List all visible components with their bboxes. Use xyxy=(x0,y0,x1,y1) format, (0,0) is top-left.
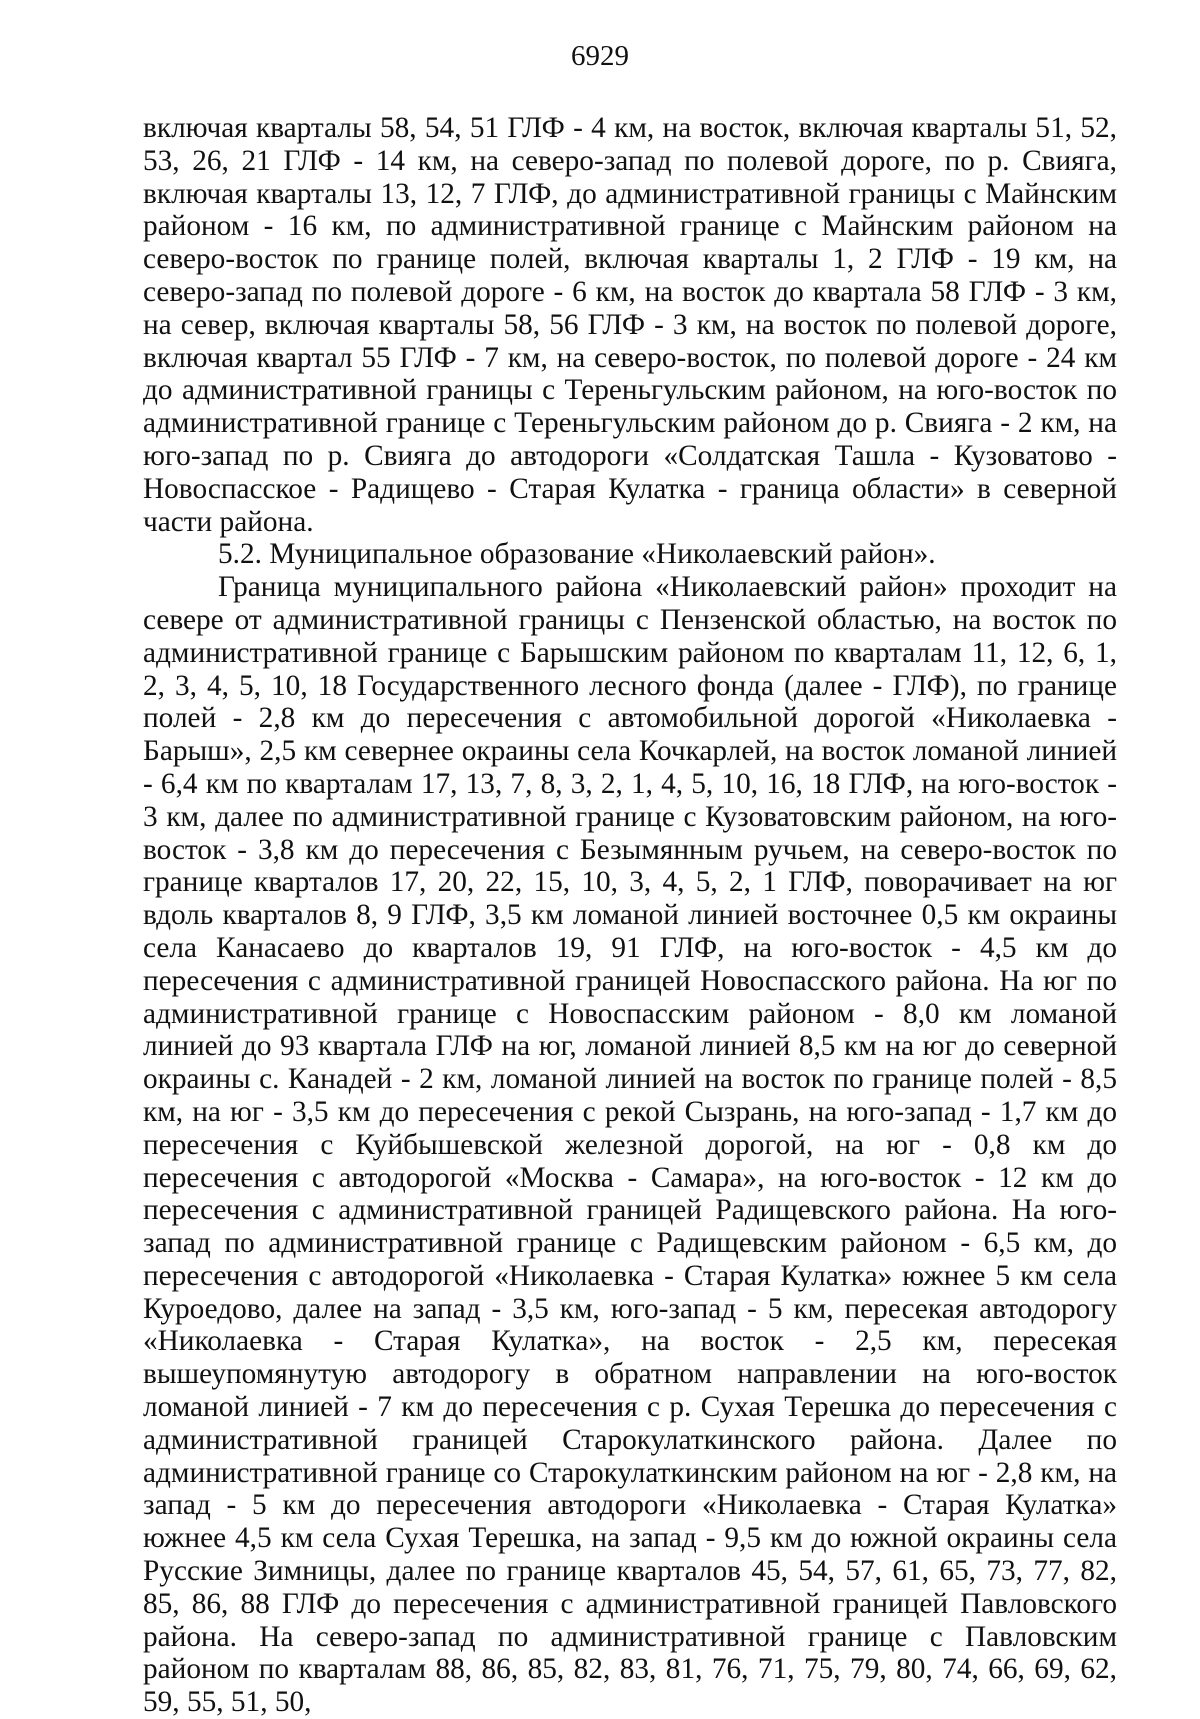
page-number: 6929 xyxy=(571,40,629,72)
document-body xyxy=(143,112,1117,1719)
paragraph-continuation: включая кварталы 58, 54, 51 ГЛФ - 4 км, на восток, включая кварталы 51, 52, 53, 26, 21 ГЛФ - 14 км, на северо-запад по полевой дороге, по р. Свияга, включая кварталы 13, 12, 7 ГЛФ, до административной границы с Майнским районом - 16 км, по административной границе с Майнским районом на северо-восток по границе полей, включая кварталы 1, 2 ГЛФ - 19 км, на северо-запад по полевой дороге - 6 км, на восток до квартала 58 ГЛФ - 3 км, на север, включая кварталы 58, 56 ГЛФ - 3 км, на восток по полевой дороге, включая квартал 55 ГЛФ - 7 км, на северо-восток, по полевой дороге - 24 км до административной границы с Тереньгульским районом, на юго-восток по административной границе с Тереньгульским районом до р. Свияга - 2 км, на юго-запад по р. Свияга до автодороги «Солдатская Ташла - Кузоватово - Новоспасское - Радищево - Старая Кулатка - граница области» в северной части района. xyxy=(143,112,1117,538)
paragraph-boundary-description: Граница муниципального района «Николаевский район» проходит на севере от административной границы с Пензенской областью, на восток по административной границе с Барышским районом по кварталам 11, 12, 6, 1, 2, 3, 4, 5, 10, 18 Государственного лесного фонда (далее - ГЛФ), по границе полей - 2,8 км до пересечения с автомобильной дорогой «Николаевка - Барыш», 2,5 км севернее окраины села Кочкарлей, на восток ломаной линией - 6,4 км по кварталам 17, 13, 7, 8, 3, 2, 1, 4, 5, 10, 16, 18 ГЛФ, на юго-восток - 3 км, далее по административной границе с Кузоватовским районом, на юго-восток - 3,8 км до пересечения с Безымянным ручьем, на северо-восток по границе кварталов 17, 20, 22, 15, 10, 3, 4, 5, 2, 1 ГЛФ, поворачивает на юг вдоль кварталов 8, 9 ГЛФ, 3,5 км ломаной линией восточнее 0,5 км окраины села Канасаево до кварталов 19, 91 ГЛФ, на юго-восток - 4,5 км до пересечения с административной границей Новоспасского района. На юг по административной границе с Новоспасским районом - 8,0 км ломаной линией до 93 квартала ГЛФ на юг, ломаной линией 8,5 км на юг до северной окраины с. Канадей - 2 км, ломаной линией на восток по границе полей - 8,5 км, на юг - 3,5 км до пересечения с рекой Сызрань, на юго-запад - 1,7 км до пересечения с Куйбышевской железной дорогой, на юг - 0,8 км до пересечения с автодорогой «Москва - Самара», на юго-восток - 12 км до пересечения с административной границей Радищевского района. На юго-запад по административной границе с Радищевским районом - 6,5 км, до пересечения с автодорогой «Николаевка - Старая Кулатка» южнее 5 км села Куроедово, далее на запад - 3,5 км, юго-запад - 5 км, пересекая автодорогу «Николаевка - Старая Кулатка», на восток - 2,5 км, пересекая вышеупомянутую автодорогу в обратном направлении на юго-восток ломаной линией - 7 км до пересечения с р. Сухая Терешка до пересечения с административной границей Старокулаткинского района. Далее по административной границе со Старокулаткинским районом на юг - 2,8 км, на запад - 5 км до пересечения автодороги «Николаевка - Старая Кулатка» южнее 4,5 км села Сухая Терешка, на запад - 9,5 км до южной окраины села Русские Зимницы, далее по границе кварталов 45, 54, 57, 61, 65, 73, 77, 82, 85, 86, 88 ГЛФ до пересечения с административной границей Павловского района. На северо-запад по административной границе с Павловским районом по кварталам 88, 86, 85, 82, 83, 81, 76, 71, 75, 79, 80, 74, 66, 69, 62, 59, 55, 51, 50, xyxy=(143,571,1117,1719)
section-heading: 5.2. Муниципальное образование «Николаевский район». xyxy=(218,538,936,571)
